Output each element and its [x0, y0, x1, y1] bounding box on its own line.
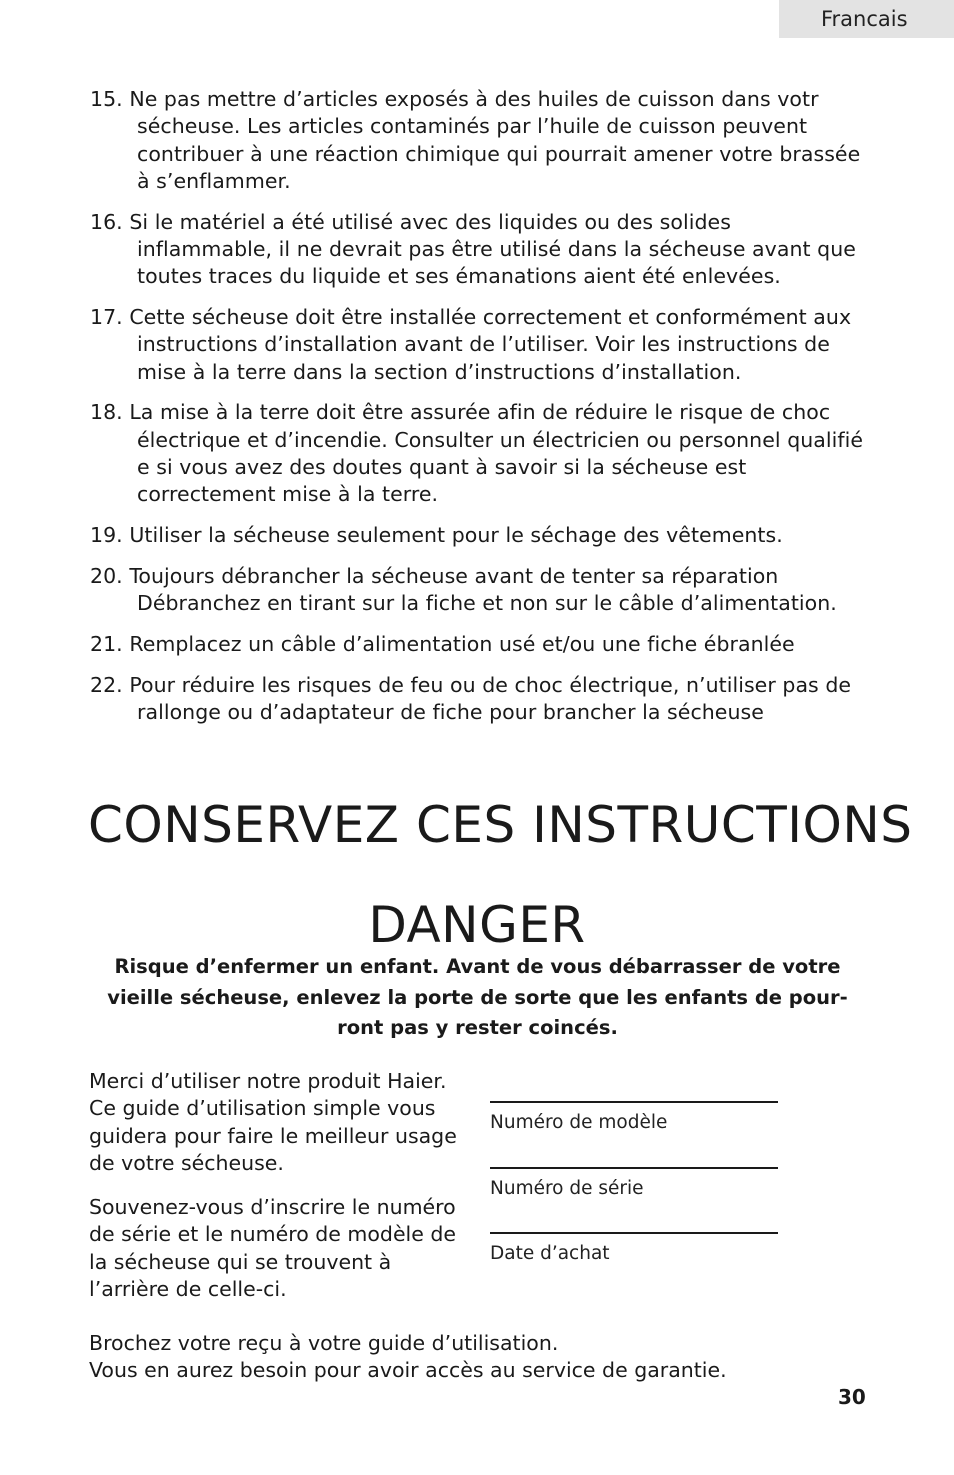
footer-line: Vous en aurez besoin pour avoir accès au service de garantie.	[89, 1358, 727, 1383]
purchase-date-field	[490, 1232, 778, 1298]
safety-instructions-list	[90, 86, 870, 740]
intro-paragraph: Merci d’utiliser notre produit Haier. Ce guide d’utilisation simple vous guidera pour faire le meilleur usage de votre sécheuse.	[89, 1069, 457, 1175]
footer-line: Brochez votre reçu à votre guide d’utilisation.	[89, 1331, 559, 1355]
serial-number-field	[490, 1167, 778, 1233]
child-entrapment-warning: Risque d’enfermer un enfant. Avant de vous débarrasser de votre vieille sécheuse, enlevez la porte de sorte que les enfants de pour-ront pas y rester coincés.	[107, 955, 848, 1039]
purchase-date-label: Date d’achat	[490, 1243, 610, 1264]
intro-text	[89, 1068, 474, 1320]
list-item: 20. Toujours débrancher la sécheuse avant de tenter sa réparation Débranchez en tirant sur la fiche et non sur le câble d’alimentation.	[90, 563, 837, 616]
save-instructions-heading: CONSERVEZ CES INSTRUCTIONS	[88, 796, 913, 854]
list-item: 15. Ne pas mettre d’articles exposés à des huiles de cuisson dans votr séchеuse. Les articles contaminés par l’huile de cuisson peuvent contribuer à une réaction chimique qui pourrait amener votre brassée à s’enflammer.	[90, 87, 861, 193]
language-tab: Francais	[779, 0, 954, 38]
list-item: 21. Remplacez un câble d’alimentation usé et/ou une fiche ébranlée	[90, 632, 795, 657]
list-item: 17. Cette sécheuse doit être installée correctement et conformément aux instructions d’installation avant de l’utiliser. Voir les instructions de mise à la terre dans la section d’instructions d’installation.	[90, 305, 852, 384]
model-number-field	[490, 1101, 778, 1167]
serial-number-label: Numéro de série	[490, 1177, 644, 1199]
page-number: 30	[838, 1385, 866, 1409]
intro-paragraph: Souvenez-vous d’inscrire le numéro de série et le numéro de modèle de la sécheuse qui se trouvent à l’arrière de celle-ci.	[89, 1195, 457, 1302]
list-item: 18. La mise à la terre doit être assurée afin de réduire le risque de choc électrique et d’incendie. Consulter un électricien ou personnel qualifié e si vous avez des doutes quant à savoir si la sécheuse est correctement mise à la terre.	[90, 400, 864, 507]
record-fields	[490, 1101, 778, 1298]
list-item: 19. Utiliser la sécheuse seulement pour le séchage des vêtements.	[90, 523, 783, 548]
model-number-label: Numéro de modèle	[490, 1112, 668, 1133]
list-item: 16. Si le matériel a été utilisé avec des liquides ou des solides inflammable, il ne devrait pas être utilisé dans la sécheuse avant que toutes traces du liquide et ses émanations aient été enlevées.	[90, 209, 856, 289]
footer-text	[89, 1330, 809, 1385]
list-item: 22. Pour réduire les risques de feu ou de choc électrique, n’utiliser pas de rallonge ou d’adaptateur de fiche pour brancher la sécheuse	[90, 672, 852, 725]
danger-heading: DANGER	[368, 896, 586, 954]
